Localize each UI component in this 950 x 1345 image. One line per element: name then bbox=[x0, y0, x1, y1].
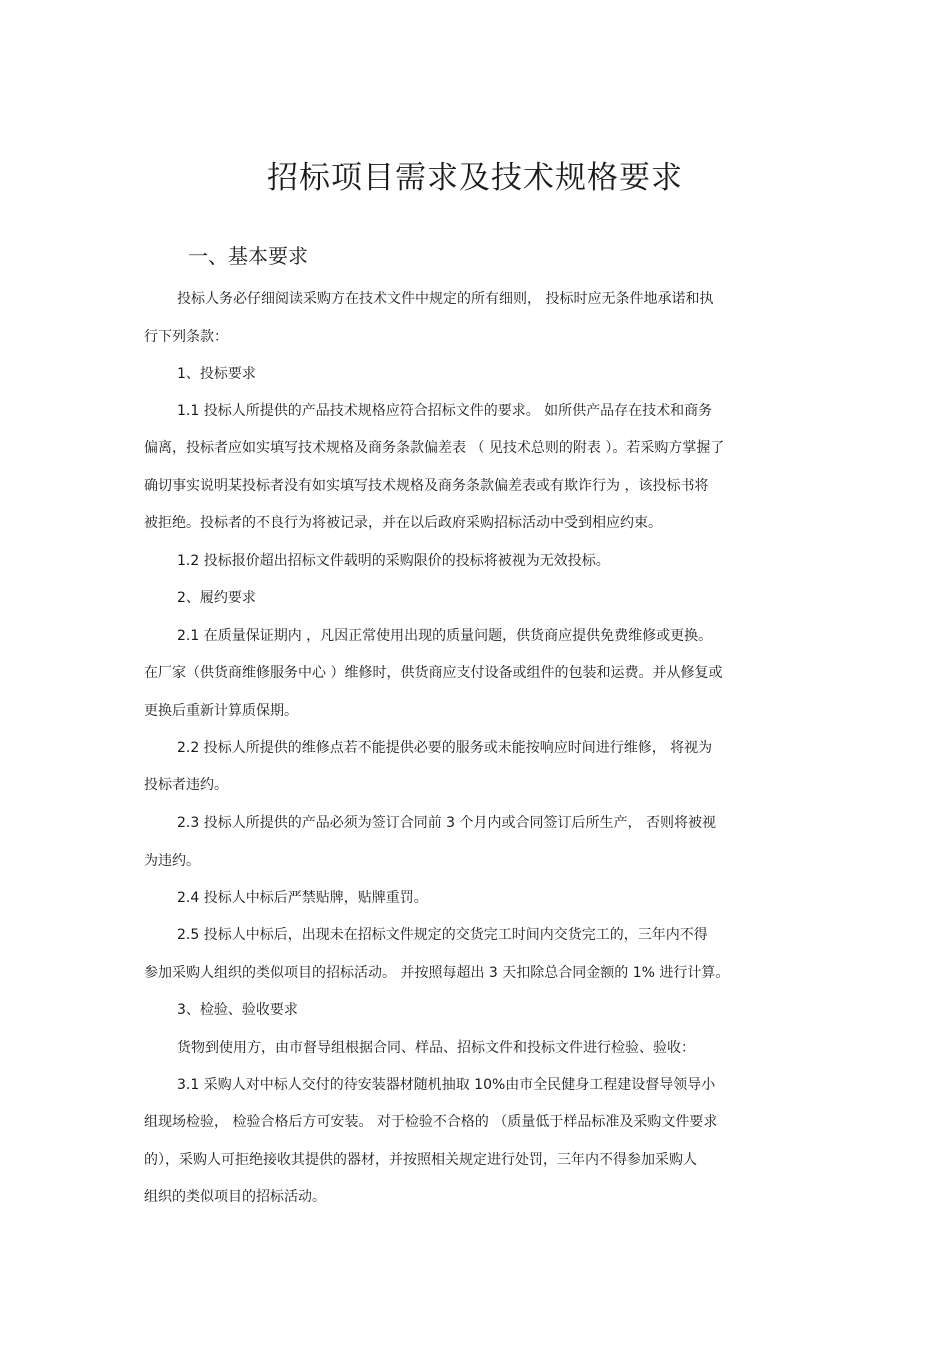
body-line: 投标者违约。 bbox=[144, 777, 228, 793]
document-title: 招标项目需求及技术规格要求 bbox=[267, 160, 683, 196]
body-line: 更换后重新计算质保期。 bbox=[144, 703, 298, 719]
section-heading-basic-requirements: 一、基本要求 bbox=[188, 244, 308, 268]
body-line: 货物到使用方，由市督导组根据合同、样品、招标文件和投标文件进行检验、验收： bbox=[177, 1040, 695, 1056]
body-line: 投标人务必仔细阅读采购方在技术文件中规定的所有细则， 投标时应无条件地承诺和执 bbox=[177, 291, 714, 307]
body-line: 偏离，投标者应如实填写技术规格及商务条款偏差表 （ 见技术总则的附表 ）。若采购方掌握了 bbox=[144, 440, 725, 456]
body-line: 2.2 投标人所提供的维修点若不能提供必要的服务或未能按响应时间进行维修， 将视为 bbox=[177, 740, 713, 756]
body-line: 行下列条款： bbox=[144, 329, 228, 345]
body-line: 2.1 在质量保证期内 ，凡因正常使用出现的质量问题，供货商应提供免费维修或更换。 bbox=[177, 628, 713, 644]
body-line: 组现场检验， 检验合格后方可安装。 对于检验不合格的 （质量低于样品标准及采购文件要求 bbox=[144, 1114, 718, 1130]
body-line: 2.5 投标人中标后，出现未在招标文件规定的交货完工时间内交货完工的，三年内不得 bbox=[177, 927, 708, 943]
subsection-heading-bid-requirements: 1、投标要求 bbox=[177, 366, 256, 382]
subsection-heading-performance-requirements: 2、履约要求 bbox=[177, 590, 256, 606]
body-line: 2.4 投标人中标后严禁贴牌，贴牌重罚。 bbox=[177, 890, 428, 906]
subsection-heading-inspection-requirements: 3、检验、验收要求 bbox=[177, 1002, 298, 1018]
body-line: 被拒绝。投标者的不良行为将被记录，并在以后政府采购招标活动中受到相应约束。 bbox=[144, 515, 662, 531]
body-line: 组织的类似项目的招标活动。 bbox=[144, 1189, 326, 1205]
body-line: 2.3 投标人所提供的产品必须为签订合同前 3 个月内或合同签订后所生产， 否则将被视 bbox=[177, 815, 716, 831]
body-line: 在厂家（供货商维修服务中心 ）维修时，供货商应支付设备或组件的包装和运费。并从修复或 bbox=[144, 665, 723, 681]
body-line: 1.1 投标人所提供的产品技术规格应符合招标文件的要求。 如所供产品存在技术和商务 bbox=[177, 403, 713, 419]
body-line: 为违约。 bbox=[144, 853, 200, 869]
body-line: 3.1 采购人对中标人交付的待安装器材随机抽取 10%由市全民健身工程建设督导领导小 bbox=[177, 1077, 716, 1093]
body-line: 1.2 投标报价超出招标文件载明的采购限价的投标将被视为无效投标。 bbox=[177, 553, 610, 569]
body-line: 的），采购人可拒绝接收其提供的器材，并按照相关规定进行处罚，三年内不得参加采购人 bbox=[144, 1152, 697, 1168]
body-line: 参加采购人组织的类似项目的招标活动。 并按照每超出 3 天扣除总合同金额的 1% 进行计算。 bbox=[144, 965, 730, 981]
body-line: 确切事实说明某投标者没有如实填写技术规格及商务条款偏差表或有欺诈行为 ，该投标书将 bbox=[144, 478, 709, 494]
